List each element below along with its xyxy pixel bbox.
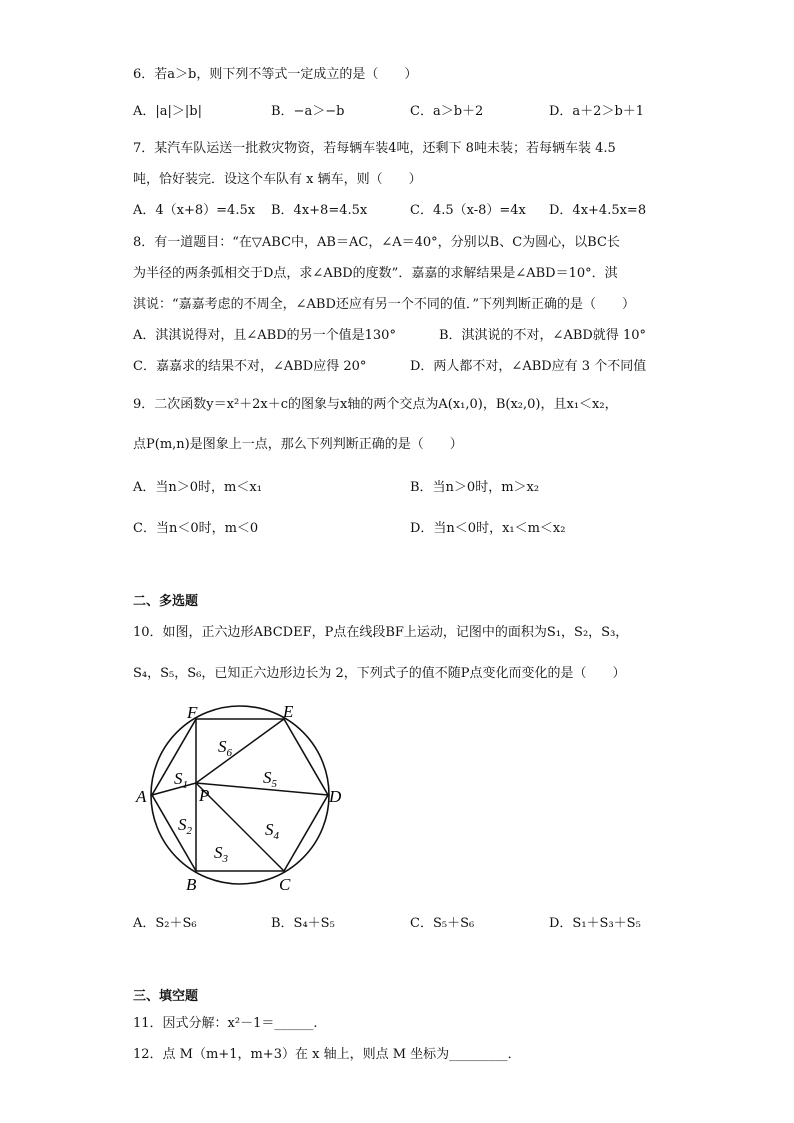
q7-line2: 吨，恰好装完．设这个车队有 x 辆车，则（ ） xyxy=(133,172,422,187)
q8-line1: 8．有一道题目：“在▽ABC中，AB＝AC，∠A＝40°，分别以B、C为圆心，以BC长 xyxy=(133,235,620,250)
region-label-s1: $S_1$ xyxy=(174,769,188,791)
q9-line2: 点P(m,n)是图象上一点，那么下列判断正确的是（ ） xyxy=(133,437,463,452)
hexagon xyxy=(152,719,328,871)
vertex-label-a: A xyxy=(136,787,147,806)
vertex-label-b: B xyxy=(186,875,197,894)
region-label-s6: $S_6$ xyxy=(218,737,232,759)
q10-line1: 10．如图，正六边形ABCDEF，P点在线段BF上运动，记图中的面积为S₁，S₂，S₃， xyxy=(133,625,629,640)
q7-line1: 7．某汽车队运送一批救灾物资，若每辆车装4吨，还剩下 8吨未装；若每辆车装 4.5 xyxy=(133,141,616,156)
q6-option-d: D．a＋2＞b＋1 xyxy=(549,104,645,119)
q10-line2: S₄，S₅，S₆，已知正六边形边长为 2，下列式子的值不随P点变化而变化的是（ ） xyxy=(133,666,626,681)
region-label-s3: $S_3$ xyxy=(214,843,228,865)
q7-option-a: A．4（x+8）=4.5x xyxy=(133,203,256,218)
q7-option-d: D．4x+4.5x=8 xyxy=(549,203,647,218)
vertex-label-c: C xyxy=(279,875,291,894)
region-label-s4: $S_4$ xyxy=(265,820,279,842)
q7-option-c: C．4.5（x-8）=4x xyxy=(410,203,526,218)
q8-option-d: D．两人都不对，∠ABD应有 3 个不同值 xyxy=(410,359,647,374)
q10-option-c: C．S₅＋S₆ xyxy=(410,916,475,931)
q9-option-b: B．当n＞0时，m＞x₂ xyxy=(410,480,540,495)
q6-option-c: C．a＞b＋2 xyxy=(410,104,484,119)
q12-text: 12．点 M（m+1，m+3）在 x 轴上，则点 M 坐标为_________． xyxy=(133,1047,521,1062)
q9-option-d: D．当n＜0时，x₁＜m＜x₂ xyxy=(410,521,566,536)
q7-option-b: B．4x+8=4.5x xyxy=(271,203,368,218)
region-label-s2: $S_2$ xyxy=(178,815,192,837)
q8-option-a: A．淇淇说得对，且∠ABD的另一个值是130° xyxy=(133,328,396,343)
q10-option-b: B．S₄＋S₅ xyxy=(271,916,335,931)
q6-option-a: A．|a|＞|b| xyxy=(133,104,202,119)
hexagon-figure xyxy=(130,695,360,895)
circumscribed-circle xyxy=(151,706,329,884)
q6-stem: 6．若a＞b，则下列不等式一定成立的是（ ） xyxy=(133,67,418,82)
vertex-label-d: D xyxy=(329,787,342,806)
section-heading-multi-choice: 二、多选题 xyxy=(133,594,199,609)
q6-option-b: B．−a＞−b xyxy=(271,104,345,119)
inner-segments xyxy=(152,719,328,871)
q10-option-d: D．S₁＋S₃＋S₅ xyxy=(549,916,641,931)
region-label-s5: $S_5$ xyxy=(263,768,277,790)
vertex-label-f: F xyxy=(187,703,198,722)
q8-option-b: B．淇淇说的不对，∠ABD就得 10° xyxy=(439,328,646,343)
q9-line1: 9．二次函数y＝x²＋2x＋c的图象与x轴的两个交点为A(x₁,0)，B(x₂,0)，且x₁＜x₂， xyxy=(133,397,618,412)
q10-option-a: A．S₂＋S₆ xyxy=(133,916,197,931)
section-heading-fill-blank: 三、填空题 xyxy=(133,989,199,1004)
q11-text: 11．因式分解：x²－1＝______. xyxy=(133,1016,318,1031)
q8-line2: 为半径的两条弧相交于D点，求∠ABD的度数”．嘉嘉的求解结果是∠ABD＝10°．淇 xyxy=(133,266,618,281)
vertex-label-e: E xyxy=(283,702,294,721)
q8-option-c: C．嘉嘉求的结果不对，∠ABD应得 20° xyxy=(133,359,367,374)
q9-option-a: A．当n＞0时，m＜x₁ xyxy=(133,480,262,495)
point-label-p: P xyxy=(199,786,210,805)
q8-line3: 淇说：“嘉嘉考虑的不周全，∠ABD还应有另一个不同的值．”下列判断正确的是（ ） xyxy=(133,297,636,312)
q9-option-c: C．当n＜0时，m＜0 xyxy=(133,521,259,536)
